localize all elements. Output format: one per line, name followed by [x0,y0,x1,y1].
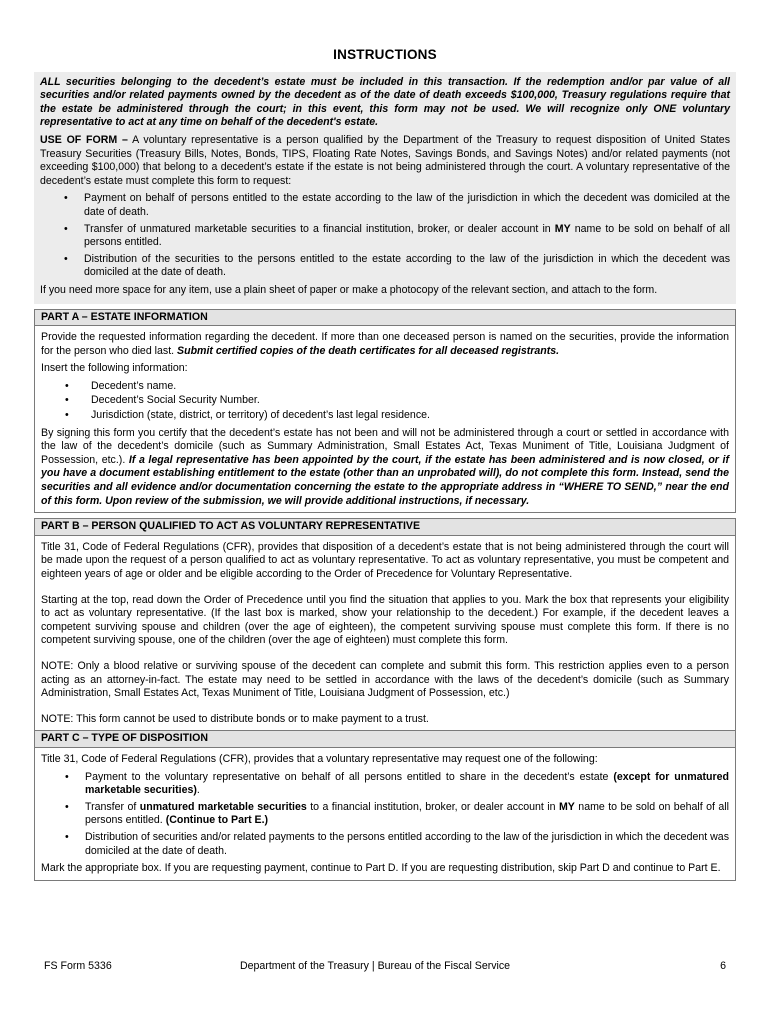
part-b-paragraph: Starting at the top, read down the Order of Precedence until you find the situation that applies to you. Mark the box that represents your eligibility to act as voluntary representative. (If the last box is marked, show your relationship to the decedent.) For example, if the decedent leaves a competent surviving spouse and children (over the age of eighteen), the competent surviving spouse must complete this form. If there is no competent surviving spouse, one of the children (over the age of eighteen) must complete this form. [41,593,729,647]
part-c-list [41,771,729,859]
part-c-paragraph: Mark the appropriate box. If you are requesting payment, continue to Part D. If you are requesting distribution, skip Part D and continue to Part E. [41,862,721,875]
part-c-paragraph: Title 31, Code of Federal Regulations (CFR), provides that a voluntary representative may request one of the following: [41,752,598,765]
part-c-heading: PART C – TYPE OF DISPOSITION [35,731,735,748]
instructions-page [34,44,736,881]
part-c-section [34,731,736,880]
part-b-note: NOTE: Only a blood relative or surviving spouse of the decedent can complete and submit this form. This restriction applies even to a person acting as an attorney-in-fact. The estate may need to be settled in accordance with the laws of the decedent’s domicile (such as Summary Administration, Small Estates Act, Texas Muniment of Title, Louisiana Judgment of Possession, etc.) [41,659,729,700]
use-of-form-text: A voluntary representative is a person qualified by the Department of the Treasury to request disposition of United States Treasury Securities (Treasury Bills, Notes, Bonds, TIPS, Floating Rate Notes, Savings Bonds, and Savings Notes) and/or related payments (not exceeding $100,000) that belong to a decedent’s estate if the estate is not being administered through the court. A voluntary representative of the decedent’s estate must complete this form to request: [40,133,731,187]
space-note: If you need more space for any item, use a plain sheet of paper or make a photocopy of the relevant section, and attach to the form. [40,283,658,296]
footer-form-number: FS Form 5336 [44,960,112,972]
page-title: INSTRUCTIONS [333,47,437,62]
part-a-certify: By signing this form you certify that the decedent’s estate has not been and will not be administered through a court or settled in accordance with the law of the decedent’s domicile (such as Summary Administration, Small Estates Act, Texas Muniment of Title, Louisiana Judgment of Possession, etc.). If a legal representative has been appointed by the court, if the estate has been administered and is now closed, or if you have a document establishing entitlement to the estate (other than an unprobated will), do not complete this form. Instead, send the securities and all evidence and/or documentation concerning the estate to the appropriate address in “WHERE TO SEND,” near the end of this form. Upon review of the submission, we will provide additional instructions, if necessary. [41,426,729,507]
intro-list [40,192,730,280]
part-b-heading: PART B – PERSON QUALIFIED TO ACT AS VOLUNTARY REPRESENTATIVE [35,519,735,536]
part-b-note: NOTE: This form cannot be used to distribute bonds or to make payment to a trust. [41,712,429,725]
intro-box [34,72,736,304]
list-item: • Distribution of the securities to the persons entitled to the estate according to the law of the jurisdiction in which the decedent was domiciled at the date of death. [40,253,730,280]
list-item: • Decedent’s name. [41,380,729,394]
part-b-paragraph: Title 31, Code of Federal Regulations (CFR), provides that disposition of a decedent’s estate that is not being administered through the court will be made upon the request of a person qualified to act as voluntary representative. To act as voluntary representative, you must be competent and eighteen years of age or older and be eligible according to the Order of Precedence for Voluntary Representative. [41,540,729,580]
footer-agency: Department of the Treasury | Bureau of the Fiscal Service [240,960,511,972]
list-item: • Payment to the voluntary representative on behalf of all persons entitled to share in the decedent’s estate (except for unmatured marketable securities). [41,771,729,798]
part-b-section [34,518,736,731]
intro-warning: ALL securities belonging to the decedent’s estate must be included in this transaction. If the redemption and/or par value of all securities and/or related payments owned by the decedent as of the date of death exceeds $100,000, Treasury regulations require that the estate be administered through the court; in this event, this form may not be used. We will recognize only ONE voluntary representative to act at any time on behalf of the decedent's estate. [40,75,730,129]
part-a-insert: Insert the following information: [41,362,188,375]
part-a-heading: PART A – ESTATE INFORMATION [35,310,735,327]
footer-page-number: 6 [720,960,726,972]
part-a-list [41,380,729,423]
use-of-form [40,134,730,188]
use-of-form-label: USE OF FORM – [40,133,128,146]
list-item: • Decedent’s Social Security Number. [41,394,729,408]
list-item: • Jurisdiction (state, district, or territory) of decedent’s last legal residence. [41,409,729,423]
part-a-paragraph: Provide the requested information regarding the decedent. If more than one deceased person is named on the securities, provide the information for the person who died last. Submit certified copies of the death certificates for all deceased registrants. [41,331,729,357]
list-item: • Distribution of securities and/or related payments to the persons entitled according to the law of the jurisdiction in which the decedent was domiciled at the date of death. [41,831,729,858]
list-item: • Transfer of unmatured marketable securities to a financial institution, broker, or dealer account in MY name to be sold on behalf of all persons entitled. (Continue to Part E.) [41,801,729,828]
part-a-section [34,309,736,514]
list-item: • Payment on behalf of persons entitled to the estate according to the law of the jurisdiction in which the decedent was domiciled at the date of death. [40,192,730,219]
list-item: • Transfer of unmatured marketable securities to a financial institution, broker, or dealer account in MY name to be sold on behalf of all persons entitled. [40,223,730,250]
